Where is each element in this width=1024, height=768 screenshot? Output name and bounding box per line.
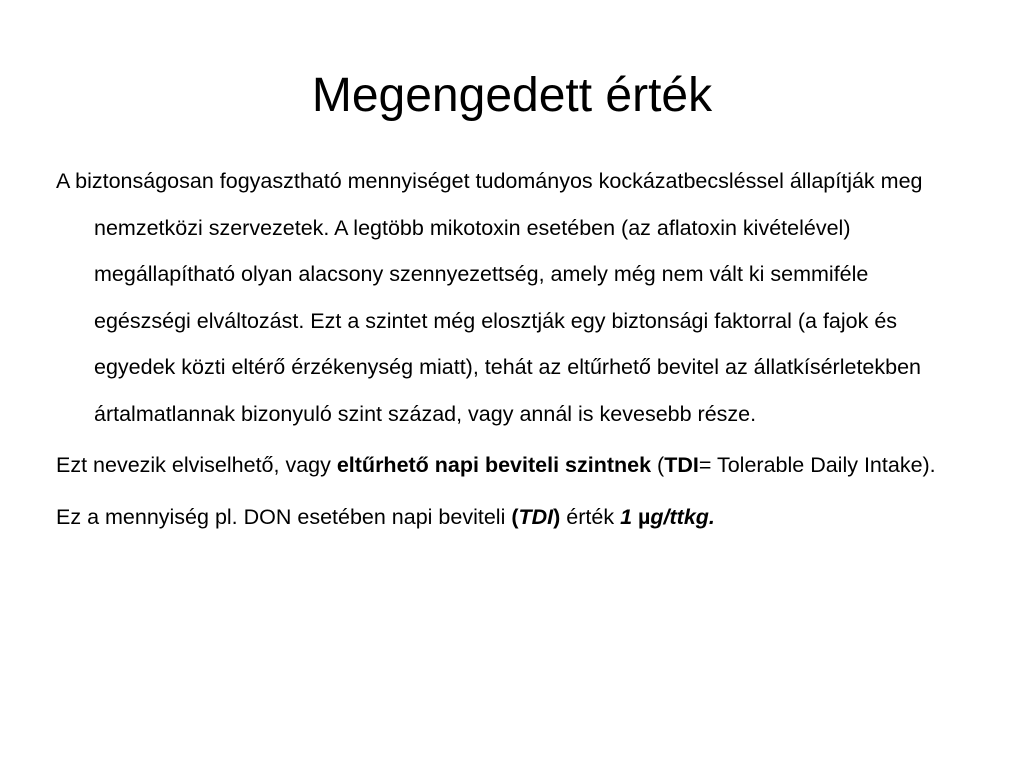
slide-body	[56, 158, 956, 545]
tdi-definition-text-2: (	[651, 453, 665, 477]
paragraph-tdi-definition	[56, 442, 956, 489]
don-value-number: 1	[620, 504, 639, 529]
tdi-abbreviation: TDI	[664, 453, 699, 477]
tdi-definition-text-1: Ezt nevezik elviselhető, vagy	[56, 453, 337, 477]
don-value-mu: µ	[638, 504, 651, 529]
don-text-1: Ez a mennyiség pl. DON esetében napi beviteli	[56, 504, 512, 529]
tdi-definition-text-3: = Tolerable Daily Intake).	[698, 453, 936, 477]
don-paren-open: (	[511, 504, 519, 529]
tdi-term-bold: eltűrhető napi beviteli szintnek	[336, 453, 652, 477]
paragraph-risk-assessment: A biztonságosan fogyasztható mennyiséget tudományos kockázatbecsléssel állapítják meg nemzetközi szervezetek. A legtöbb mikotoxin esetében (az aflatoxin kivételével) megállapítható olyan alacsony szennyezettség, amely még nem vált ki semmiféle egészségi elváltozást. Ezt a szintet még elosztják egy biztonsági faktorral (a fajok és egyedek közti eltérő érzékenység miatt), tehát az eltűrhető bevitel az állatkísérletekben ártalmatlannak bizonyuló szint század, vagy annál is kevesebb része.	[56, 169, 923, 426]
don-tdi-label: TDI	[518, 504, 554, 529]
slide-title: Megengedett érték	[311, 69, 713, 122]
paragraph-don-value	[56, 494, 956, 541]
don-text-2: érték	[560, 504, 621, 529]
don-paren-close: )	[553, 504, 561, 529]
don-value-unit: g/ttkg.	[650, 504, 715, 529]
